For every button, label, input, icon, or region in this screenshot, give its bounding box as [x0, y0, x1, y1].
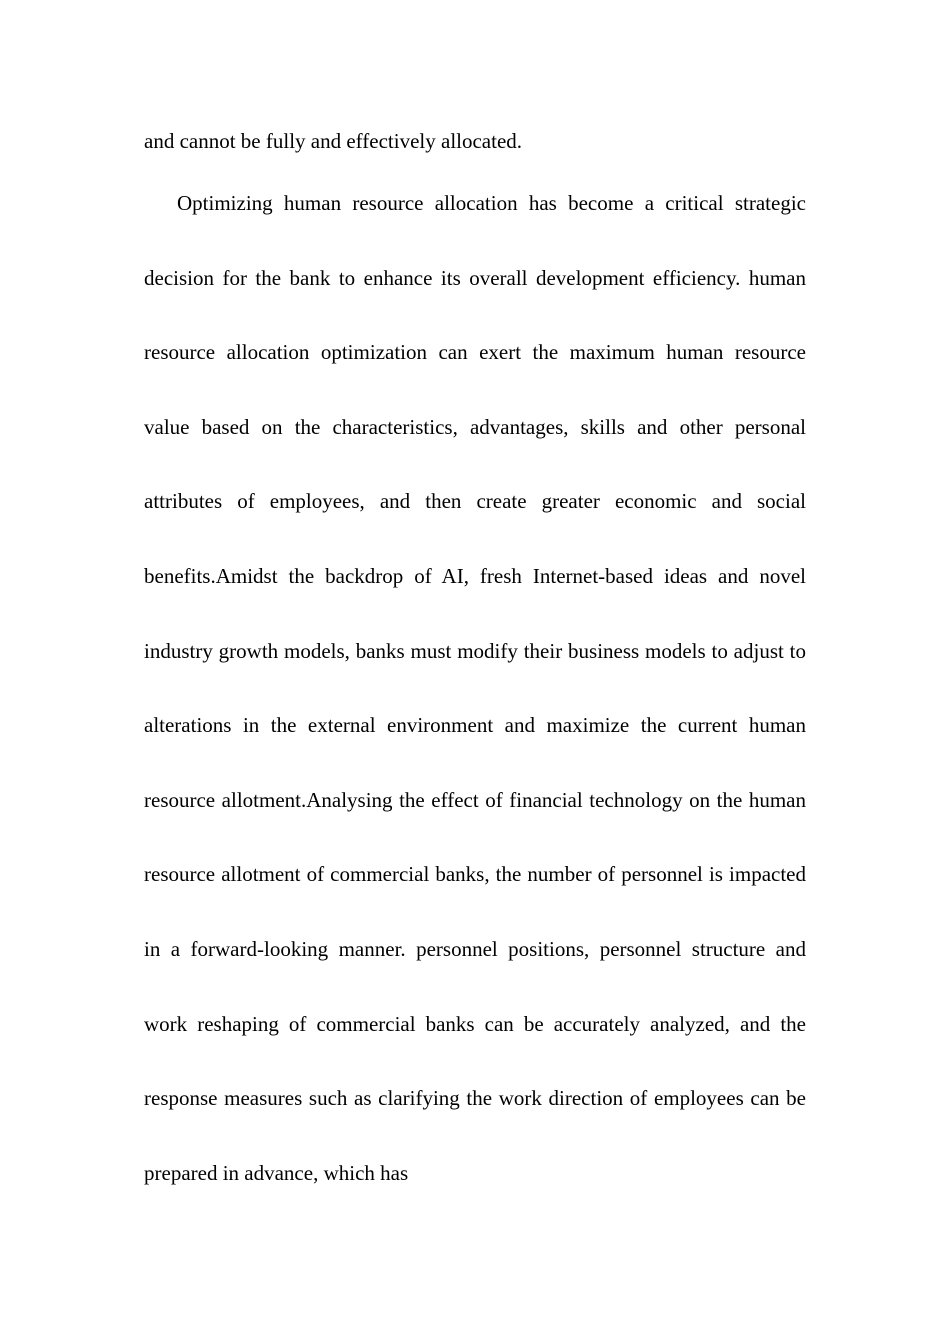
- continuation-line: and cannot be fully and effectively allocated.: [144, 129, 523, 153]
- body-paragraph: Optimizing human resource allocation has become a critical strategic decision for the bank to enhance its overall development efficiency. human resource allocation optimization can exert the maximum human resource value based on the characteristics, advantages, skills and other personal attributes of employees, and then create greater economic and social benefits.Amidst the backdrop of AI, fresh Internet-based ideas and novel industry growth models, banks must modify their business models to adjust to alterations in the external environment and maximize the current human resource allotment.Analysing the effect of financial technology on the human resource allotment of commercial banks, the number of personnel is impacted in a forward-looking manner. personnel positions, personnel structure and work reshaping of commercial banks can be accurately analyzed, and the response measures such as clarifying the work direction of employees can be prepared in advance, which has: [144, 191, 806, 1185]
